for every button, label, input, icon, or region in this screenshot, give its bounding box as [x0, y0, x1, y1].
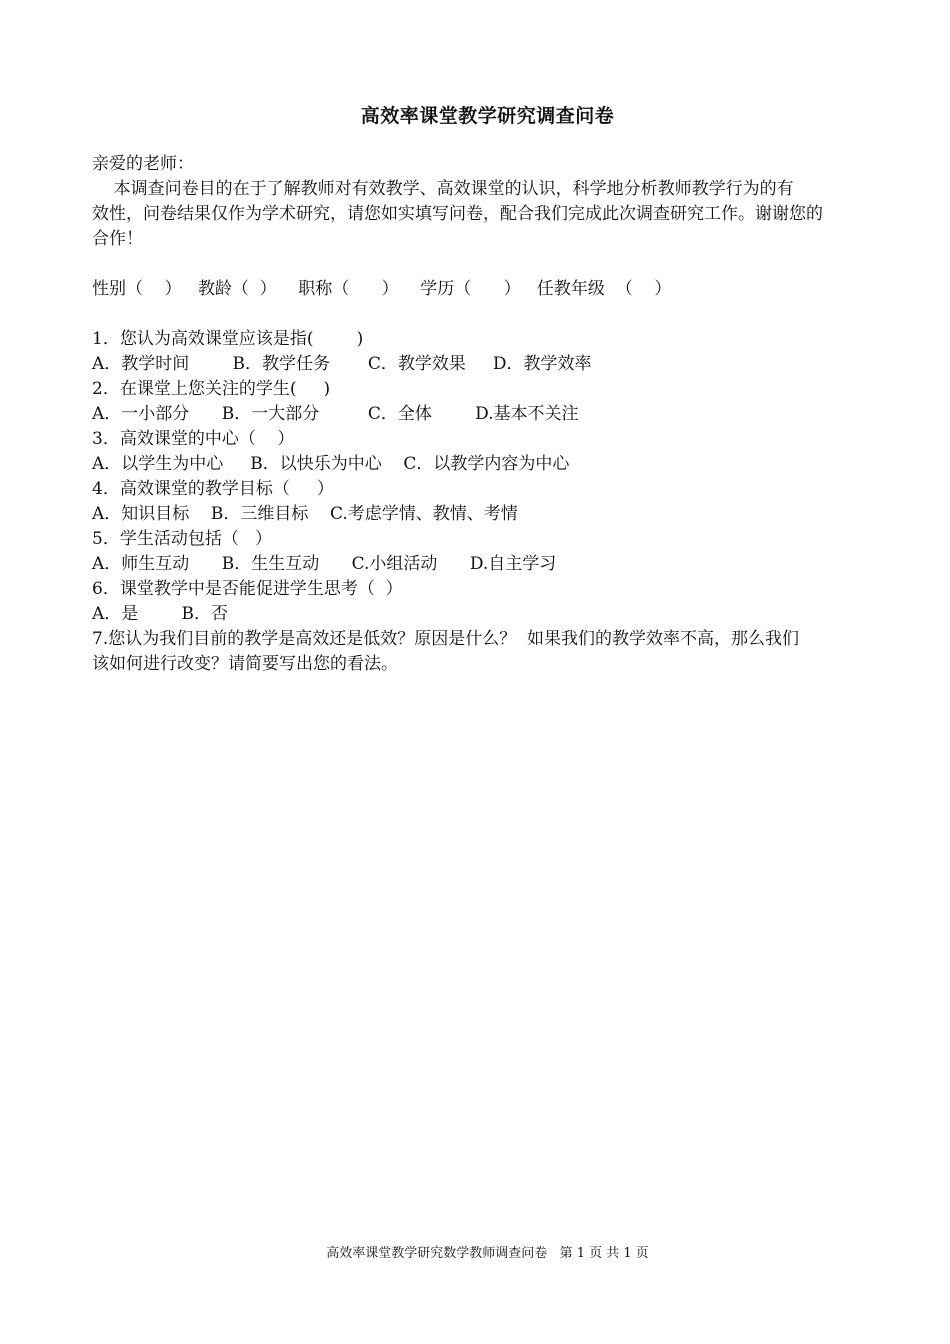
page-footer: 高效率课堂教学研究数学教师调查问卷 第 1 页 共 1 页 — [326, 1246, 649, 1261]
question-7: 7.您认为我们目前的教学是高效还是低效？原因是什么？ 如果我们的教学效率不高，那么我们 — [92, 629, 800, 649]
question-6: 6．课堂教学中是否能促进学生思考（ ） — [92, 579, 403, 599]
question-3: 3．高效课堂的中心（ ） — [92, 429, 295, 449]
info-fields: 性别（ ） 教龄（ ） 职称（ ） 学历（ ） 任教年级 （ ） — [92, 279, 672, 299]
question-3-options: A．以学生为中心 B．以快乐为中心 C．以教学内容为中心 — [92, 454, 570, 474]
question-5-options: A．师生互动 B．生生互动 C.小组活动 D.自主学习 — [92, 554, 557, 574]
question-2: 2．在课堂上您关注的学生( ) — [92, 379, 331, 399]
document-title: 高效率课堂教学研究调查问卷 — [360, 105, 615, 127]
question-4-options: A．知识目标 B．三维目标 C.考虑学情、教情、考情 — [92, 504, 518, 524]
intro-line-1: 本调查问卷目的在于了解教师对有效教学、高效课堂的认识，科学地分析教师教学行为的有 — [92, 179, 794, 199]
question-5: 5．学生活动包括（ ） — [92, 529, 273, 549]
question-2-options: A．一小部分 B．一大部分 C．全体 D.基本不关注 — [92, 404, 579, 424]
question-1-options: A．教学时间 B．教学任务 C．教学效果 D．教学效率 — [92, 354, 592, 374]
question-4: 4．高效课堂的教学目标（ ） — [92, 479, 334, 499]
intro-line-2: 效性，问卷结果仅作为学术研究，请您如实填写问卷，配合我们完成此次调查研究工作。谢谢您的 — [92, 204, 823, 224]
question-1: 1．您认为高效课堂应该是指( ) — [92, 329, 364, 349]
intro-line-3: 合作！ — [92, 229, 143, 249]
question-7-continued: 该如何进行改变？请简要写出您的看法。 — [92, 654, 398, 674]
greeting-text: 亲爱的老师： — [92, 154, 194, 174]
question-6-options: A．是 B．否 — [92, 604, 228, 624]
